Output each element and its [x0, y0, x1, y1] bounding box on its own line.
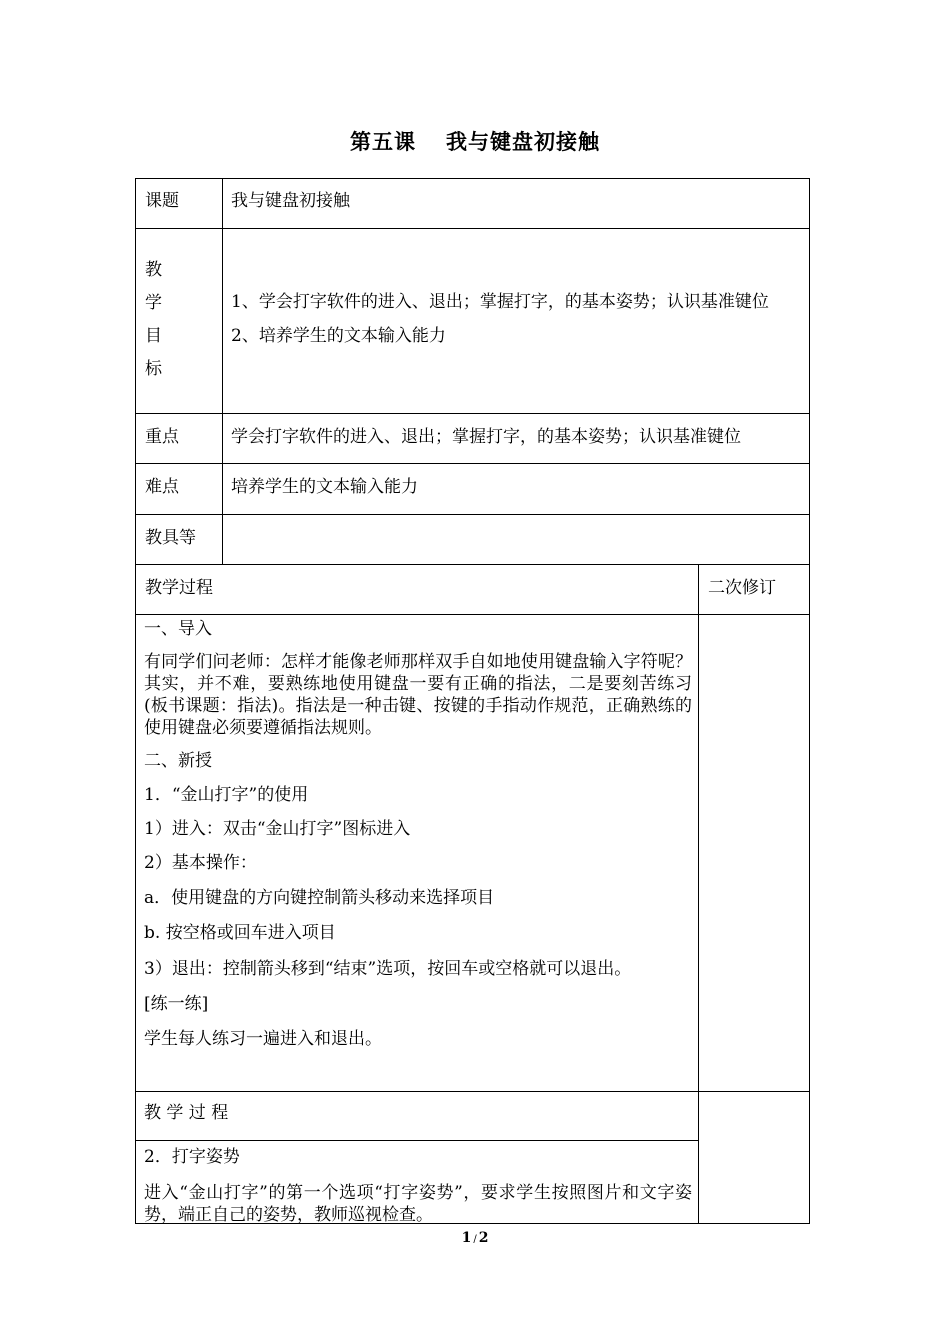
label-char: 教 — [145, 260, 162, 280]
process-paragraph: 进入“金山打字”的第一个选项“打字姿势”，要求学生按照图片和文字姿势，端正自己的姿势，教师巡视检查。 — [144, 1183, 692, 1225]
revision-header: 二次修订 — [708, 578, 776, 598]
objective-2: 2、培养学生的文本输入能力 — [231, 326, 446, 346]
process-line: 一、导入 — [144, 619, 212, 639]
process-line: 二、新授 — [144, 751, 212, 771]
total-pages: 2 — [478, 1230, 489, 1246]
column-divider — [698, 564, 699, 1224]
label-char: 目 — [145, 326, 162, 346]
process-line: b. 按空格或回车进入项目 — [144, 923, 336, 943]
label-objectives — [145, 259, 162, 391]
value-difficulties: 培养学生的文本输入能力 — [231, 477, 418, 497]
page-separator: / — [473, 1234, 477, 1245]
process-line: 1）进入：双击“金山打字”图标进入 — [144, 819, 411, 839]
row-divider — [135, 413, 810, 414]
label-char: 标 — [145, 359, 162, 379]
label-difficulties: 难点 — [145, 477, 179, 497]
page-title — [0, 126, 950, 156]
page-number — [0, 1230, 950, 1246]
process-line: 2）基本操作： — [144, 853, 257, 873]
row-divider — [135, 228, 810, 229]
column-divider — [222, 178, 223, 564]
process-paragraph: 有同学们问老师：怎样才能像老师那样双手自如地使用键盘输入字符呢？其实，并不难，要熟练地使用键盘一要有正确的指法，二是要刻苦练习(板书课题：指法)。指法是一种击键、按键的手指动作规范，正确熟练的使用键盘必须要遵循指法规则。 — [144, 652, 692, 738]
process-header: 教学过程 — [145, 578, 213, 598]
current-page: 1 — [461, 1230, 472, 1246]
row-divider — [135, 463, 810, 464]
label-teaching-aids: 教具等 — [145, 528, 196, 548]
label-key-points: 重点 — [145, 427, 179, 447]
process-header-2: 教 学 过 程 — [144, 1103, 229, 1123]
process-line: a．使用键盘的方向键控制箭头移动来选择项目 — [144, 888, 495, 908]
label-subject: 课题 — [145, 191, 179, 211]
label-char: 学 — [145, 293, 162, 313]
process-line: 1．“金山打字”的使用 — [144, 785, 309, 805]
process-line: 3）退出：控制箭头移到“结束”选项，按回车或空格就可以退出。 — [144, 959, 632, 979]
process-line: [练一练] — [144, 994, 209, 1014]
row-divider — [135, 514, 810, 515]
row-divider — [135, 564, 810, 565]
process-line: 学生每人练习一遍进入和退出。 — [144, 1029, 382, 1049]
lesson-topic: 我与键盘初接触 — [446, 129, 600, 154]
lesson-number: 第五课 — [350, 129, 416, 154]
row-divider — [135, 1091, 810, 1092]
process-line: 2．打字姿势 — [144, 1147, 240, 1167]
row-divider — [135, 614, 810, 615]
value-key-points: 学会打字软件的进入、退出；掌握打字，的基本姿势；认识基准键位 — [231, 427, 741, 447]
value-subject: 我与键盘初接触 — [231, 191, 350, 211]
row-divider — [135, 1140, 698, 1141]
objective-1: 1、学会打字软件的进入、退出；掌握打字，的基本姿势；认识基准键位 — [231, 292, 769, 312]
